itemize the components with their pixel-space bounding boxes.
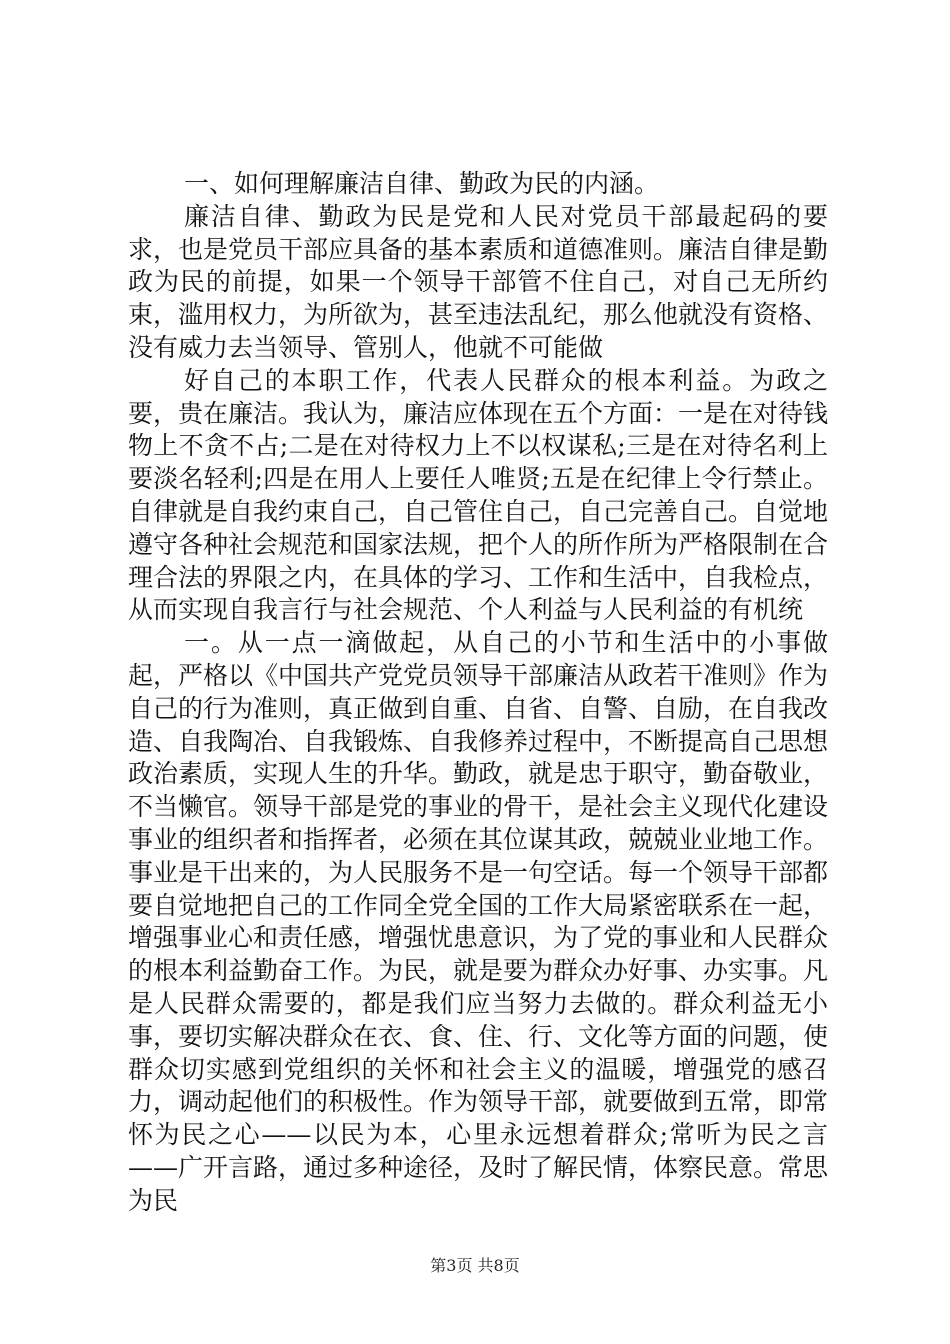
section-heading: 一、如何理解廉洁自律、勤政为民的内涵。 [184, 169, 660, 198]
paragraph-2: 好自己的本职工作，代表人民群众的根本利益。为政之要，贵在廉洁。我认为，廉洁应体现在五个方面：一是在对待钱物上不贪不占;二是在对待权力上不以权谋私;三是在对待名利上要淡名轻利;四是在用人上要任人唯贤;五是在纪律上令行禁止。自律就是自我约束自己，自己管住自己，自己完善自己。自觉地遵守各种社会规范和国家法规，把个人的所作所为严格限制在合理合法的界限之内，在具体的学习、工作和生活中，自我检点，从而实现自我言行与社会规范、个人利益与人民利益的有机统 [128, 365, 829, 625]
page-number-footer: 第3页 共8页 [430, 1256, 520, 1275]
paragraph-3: 一。从一点一滴做起，从自己的小节和生活中的小事做起，严格以《中国共产党党员领导干部廉洁从政若干准则》作为自己的行为准则，真正做到自重、自省、自警、自励，在自我改造、自我陶冶、自我锻炼、自我修养过程中，不断提高自己思想政治素质，实现人生的升华。勤政，就是忠于职守，勤奋敬业，不当懒官。领导干部是党的事业的骨干，是社会主义现代化建设事业的组织者和指挥者，必须在其位谋其政，兢兢业业地工作。事业是干出来的，为人民服务不是一句空话。每一个领导干部都要自觉地把自己的工作同全党全国的工作大局紧密联系在一起，增强事业心和责任感，增强忧患意识，为了党的事业和人民群众的根本利益勤奋工作。为民，就是要为群众办好事、办实事。凡是人民群众需要的，都是我们应当努力去做的。群众利益无小事，要切实解决群众在衣、食、住、行、文化等方面的问题，使群众切实感到党组织的关怀和社会主义的温暖，增强党的感召力，调动起他们的积极性。作为领导干部，就要做到五常，即常怀为民之心——以民为本，心里永远想着群众;常听为民之言——广开言路，通过多种途径，及时了解民情，体察民意。常思为民 [128, 628, 829, 1215]
document-body [128, 168, 828, 1218]
paragraph-1: 廉洁自律、勤政为民是党和人民对党员干部最起码的要求，也是党员干部应具备的基本素质和道德准则。廉洁自律是勤政为民的前提，如果一个领导干部管不住自己，对自己无所约束，滥用权力，为所欲为，甚至违法乱纪，那么他就没有资格、没有威力去当领导、管别人，他就不可能做 [128, 201, 829, 362]
